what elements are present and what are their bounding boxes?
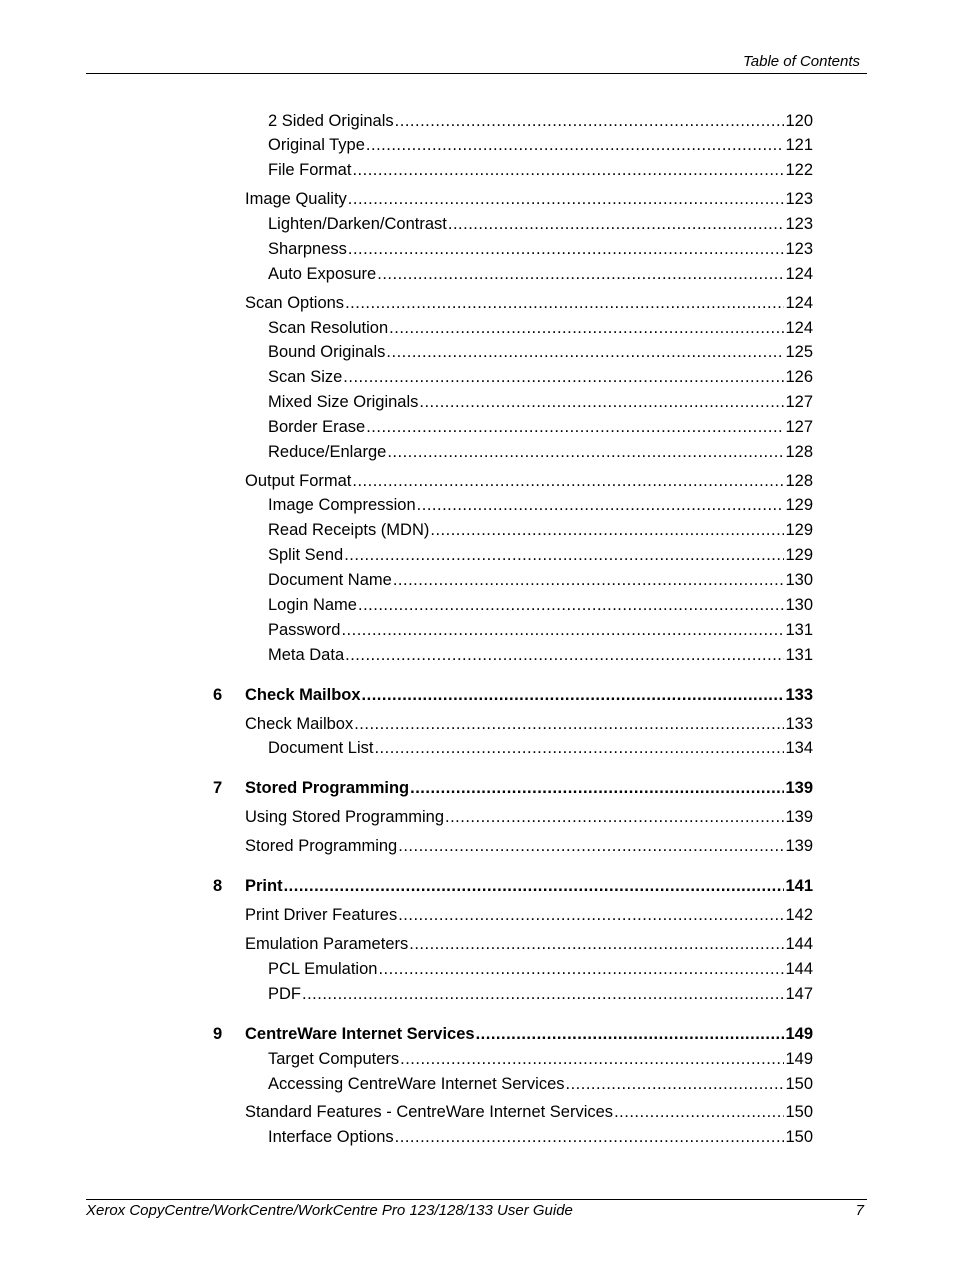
toc-entry-title: Auto Exposure [268,265,377,283]
toc-entry-page: 139 [785,837,813,855]
toc-entry-title: Border Erase [268,418,366,436]
toc-entry-title: Emulation Parameters [245,935,409,953]
toc-entry-title: Output Format [245,472,352,490]
dot-leader [389,317,784,339]
toc-section[interactable] [245,835,813,857]
dot-leader [398,904,784,926]
toc-entry-title: Document Name [268,571,392,589]
toc-entry-page: 147 [785,985,813,1003]
toc-entry-title: PDF [268,985,301,1003]
toc-entry-title: Interface Options [268,1128,394,1146]
toc-entry-page: 128 [785,443,813,461]
dot-leader [395,110,785,132]
toc-entry-page: 131 [785,646,813,664]
toc-entry[interactable] [268,441,813,463]
dot-leader [345,292,784,314]
toc-entry-page: 150 [785,1128,813,1146]
toc-entry[interactable] [268,110,813,132]
toc-entry[interactable] [268,569,813,591]
dot-leader [377,263,784,285]
dot-leader [302,983,784,1005]
toc-entry-title: Print Driver Features [245,906,398,924]
toc-section[interactable] [245,806,813,828]
toc-entry-page: 126 [785,368,813,386]
dot-leader [284,875,785,897]
chapter-number: 9 [213,1025,223,1043]
chapter-number: 7 [213,779,223,797]
toc-section[interactable] [245,188,813,210]
toc-entry[interactable] [268,983,813,1005]
toc-entry-page: 124 [785,294,813,312]
toc-chapter-page: 141 [785,877,813,895]
toc-entry-page: 123 [785,240,813,258]
dot-leader [366,416,784,438]
toc-entry-page: 128 [785,472,813,490]
toc-section[interactable] [245,470,813,492]
toc-entry-page: 150 [785,1075,813,1093]
toc-entry[interactable] [268,737,813,759]
dot-leader [358,594,784,616]
dot-leader [352,470,784,492]
toc-chapter[interactable] [245,684,813,706]
footer-divider [86,1199,867,1200]
dot-leader [374,737,784,759]
toc-entry-title: PCL Emulation [268,960,378,978]
toc-entry-page: 125 [785,343,813,361]
toc-entry[interactable] [268,159,813,181]
toc-entry-title: Split Send [268,546,344,564]
dot-leader [341,619,784,641]
toc-chapter-title: CentreWare Internet Services [245,1025,475,1043]
toc-entry-title: Bound Originals [268,343,386,361]
dot-leader [352,159,784,181]
toc-section[interactable] [245,904,813,926]
toc-entry-title: Scan Size [268,368,343,386]
toc-entry[interactable] [268,519,813,541]
footer-page-number: 7 [855,1202,864,1219]
toc-entry-page: 130 [785,571,813,589]
toc-entry-title: Target Computers [268,1050,400,1068]
toc-entry[interactable] [268,317,813,339]
toc-entry-title: Meta Data [268,646,345,664]
toc-entry-page: 129 [785,546,813,564]
toc-entry-title: Accessing CentreWare Internet Services [268,1075,565,1093]
toc-entry-title: 2 Sided Originals [268,112,394,130]
dot-leader [614,1101,784,1123]
toc-entry-page: 134 [785,739,813,757]
toc-chapter[interactable] [245,875,813,897]
chapter-number: 8 [213,877,223,895]
dot-leader [566,1073,785,1095]
toc-section[interactable] [245,713,813,735]
dot-leader [430,519,784,541]
toc-chapter-page: 139 [785,779,813,797]
dot-leader [410,777,784,799]
toc-entry-title: Scan Options [245,294,345,312]
toc-section[interactable] [245,292,813,314]
toc-entry[interactable] [268,1048,813,1070]
toc-entry-title: Check Mailbox [245,715,354,733]
toc-entry[interactable] [268,391,813,413]
toc-entry-page: 124 [785,319,813,337]
toc-chapter-title: Stored Programming [245,779,410,797]
toc-entry-page: 133 [785,715,813,733]
dot-leader [398,835,784,857]
toc-section[interactable] [245,933,813,955]
toc-entry-title: Read Receipts (MDN) [268,521,430,539]
toc-entry-page: 150 [785,1103,813,1121]
toc-entry-page: 129 [785,496,813,514]
toc-entry-title: Login Name [268,596,357,614]
chapter-number: 6 [213,686,223,704]
dot-leader [348,238,785,260]
toc-entry-page: 127 [785,393,813,411]
toc-entry-page: 124 [785,265,813,283]
toc-chapter-page: 133 [785,686,813,704]
toc-entry[interactable] [268,619,813,641]
toc-entry-page: 123 [785,215,813,233]
toc-chapter-title: Print [245,877,283,895]
toc-entry[interactable] [268,544,813,566]
toc-entry-title: Scan Resolution [268,319,389,337]
toc-entry[interactable] [268,1073,813,1095]
dot-leader [343,366,784,388]
dot-leader [393,569,785,591]
toc-chapter-title: Check Mailbox [245,686,361,704]
toc-entry-page: 127 [785,418,813,436]
toc-entry-page: 123 [785,190,813,208]
toc-entry[interactable] [268,134,813,156]
toc-entry[interactable] [268,958,813,980]
dot-leader [395,1126,785,1148]
toc-entry-title: Document List [268,739,374,757]
dot-leader [386,341,784,363]
dot-leader [366,134,785,156]
toc-entry-page: 120 [785,112,813,130]
dot-leader [400,1048,784,1070]
toc-entry-page: 130 [785,596,813,614]
toc-entry-title: Stored Programming [245,837,398,855]
dot-leader [354,713,784,735]
toc-chapter[interactable] [245,1023,813,1045]
toc-entry[interactable] [268,594,813,616]
dot-leader [345,644,784,666]
toc-entry-page: 139 [785,808,813,826]
toc-entry[interactable] [268,213,813,235]
page-header-title: Table of Contents [742,53,860,70]
toc-entry-title: File Format [268,161,352,179]
header-divider [86,73,867,74]
toc-entry-page: 122 [785,161,813,179]
dot-leader [445,806,784,828]
toc-entry-title: Reduce/Enlarge [268,443,387,461]
toc-entry-page: 131 [785,621,813,639]
toc-entry-title: Image Quality [245,190,347,208]
toc-entry-title: Original Type [268,136,365,154]
toc-entry[interactable] [268,366,813,388]
toc-entry-page: 129 [785,521,813,539]
dot-leader [348,188,785,210]
toc-entry-title: Lighten/Darken/Contrast [268,215,447,233]
dot-leader [448,213,785,235]
toc-entry-title: Password [268,621,341,639]
toc-entry-page: 149 [785,1050,813,1068]
toc-entry-page: 144 [785,960,813,978]
dot-leader [417,494,785,516]
toc-entry[interactable] [268,263,813,285]
toc-entry[interactable] [268,644,813,666]
dot-leader [419,391,784,413]
toc-chapter[interactable] [245,777,813,799]
footer-guide-title: Xerox CopyCentre/WorkCentre/WorkCentre Pro 123/128/133 User Guide [86,1202,573,1219]
toc-entry[interactable] [268,341,813,363]
dot-leader [387,441,784,463]
dot-leader [476,1023,785,1045]
toc-entry-title: Image Compression [268,496,416,514]
toc-entry-title: Sharpness [268,240,347,258]
toc-entry[interactable] [268,1126,813,1148]
toc-entry[interactable] [268,416,813,438]
toc-entry-page: 142 [785,906,813,924]
toc-entry-title: Using Stored Programming [245,808,444,826]
toc-chapter-page: 149 [785,1025,813,1043]
toc-entry-title: Standard Features - CentreWare Internet Services [245,1103,614,1121]
toc-entry[interactable] [268,494,813,516]
toc-entry[interactable] [268,238,813,260]
toc-section[interactable] [245,1101,813,1123]
toc-entry-page: 144 [785,935,813,953]
dot-leader [344,544,784,566]
dot-leader [362,684,785,706]
dot-leader [378,958,784,980]
dot-leader [409,933,784,955]
toc-entry-page: 121 [785,136,813,154]
toc-entry-title: Mixed Size Originals [268,393,419,411]
